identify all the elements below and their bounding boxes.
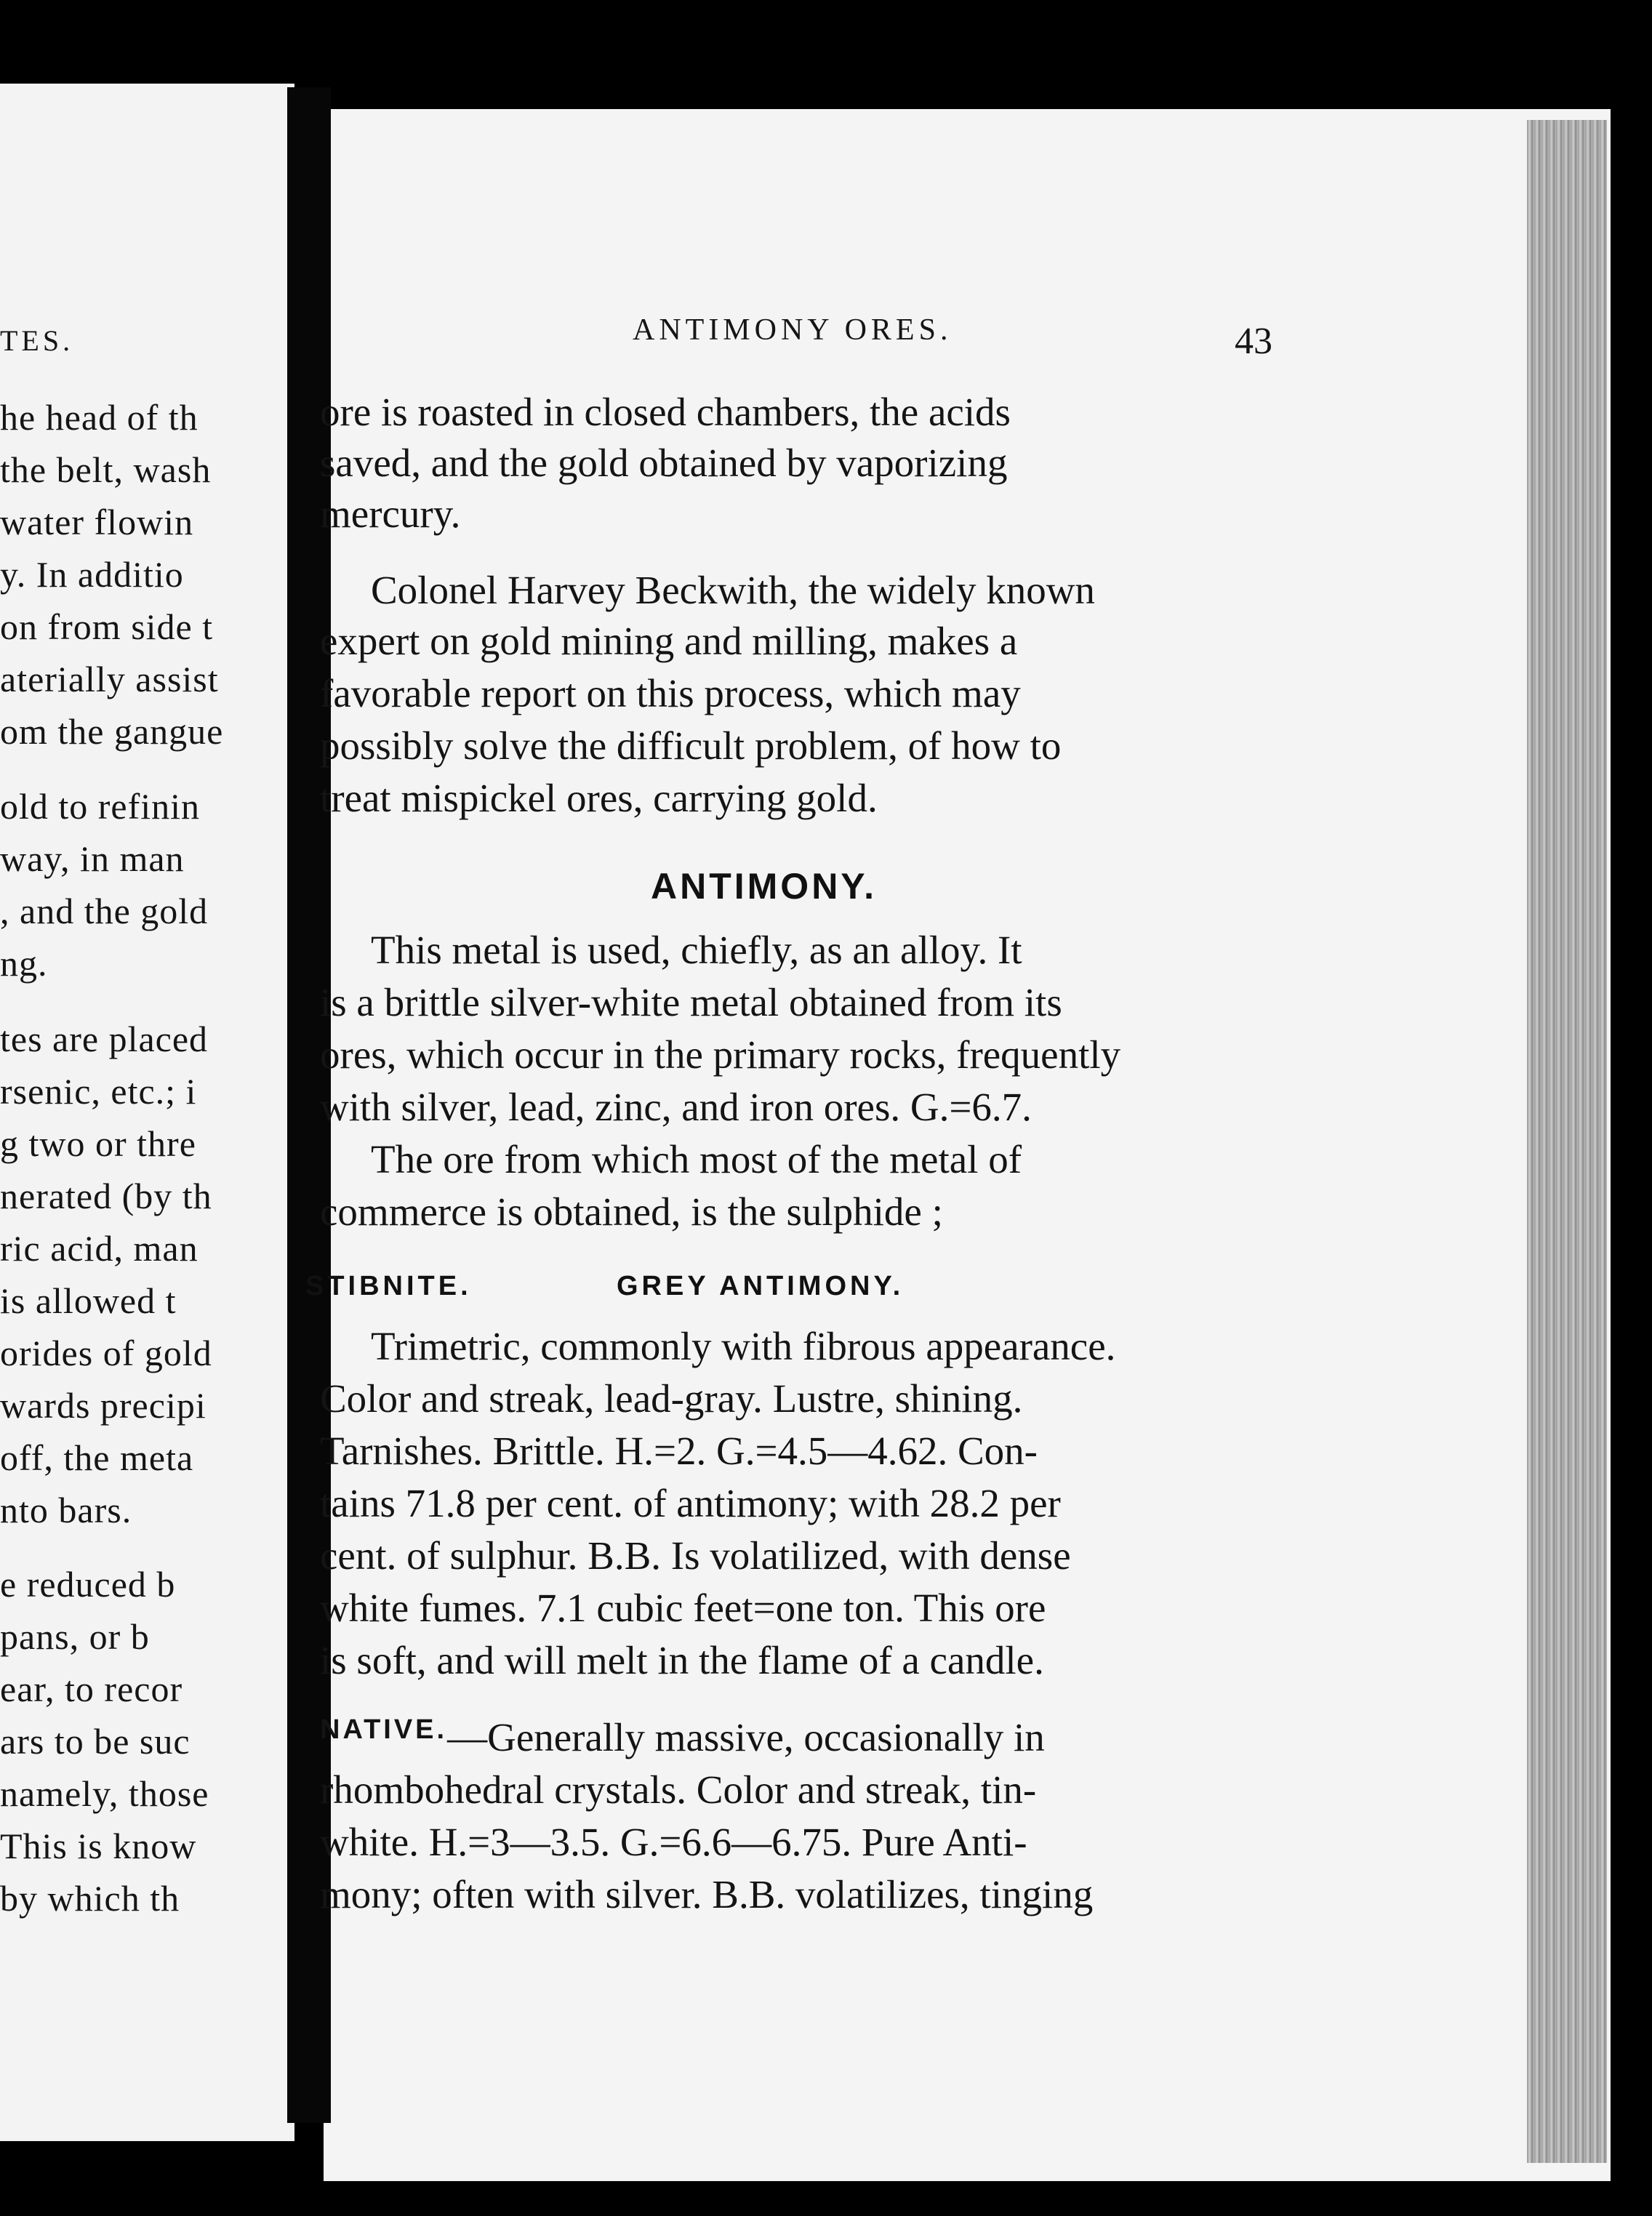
left-line: off, the meta: [0, 1437, 194, 1478]
left-line: nerated (by th: [0, 1176, 212, 1216]
left-line: ars to be suc: [0, 1721, 191, 1762]
left-line: y. In additio: [0, 554, 184, 595]
text-line: expert on gold mining and milling, makes a: [320, 619, 1018, 663]
text-line: commerce is obtained, is the sulphide ;: [320, 1189, 943, 1234]
left-line: way, in man: [0, 838, 185, 879]
text-line: [320, 1714, 1045, 1760]
page-edge: [1527, 120, 1607, 2163]
left-line: namely, those: [0, 1773, 209, 1814]
native-label: NATIVE.: [320, 1714, 448, 1745]
text-span: —Generally massive, occasionally in: [447, 1715, 1045, 1759]
text-line: ores, which occur in the primary rocks, frequently: [320, 1032, 1121, 1077]
text-line: The ore from which most of the metal of: [371, 1137, 1022, 1181]
text-line: favorable report on this process, which may: [320, 671, 1021, 715]
text-line: possibly solve the difficult problem, of how to: [320, 723, 1062, 768]
left-line: water flowin: [0, 502, 194, 542]
text-line: is a brittle silver-white metal obtained from its: [320, 980, 1062, 1024]
text-line: mony; often with silver. B.B. volatilizes, tinging: [320, 1872, 1094, 1916]
mineral-label: STIBNITE.: [305, 1271, 472, 1301]
left-line: ng.: [0, 943, 48, 984]
left-page: [0, 84, 294, 2141]
section-heading: ANTIMONY.: [651, 866, 877, 907]
text-line: This metal is used, chiefly, as an alloy. It: [371, 928, 1022, 972]
left-line: ric acid, man: [0, 1228, 199, 1269]
running-head: ANTIMONY ORES.: [633, 313, 953, 347]
text-line: tains 71.8 per cent. of antimony; with 28.2 per: [320, 1481, 1061, 1525]
left-line: tes are placed: [0, 1019, 209, 1059]
left-line: ear, to recor: [0, 1669, 183, 1709]
text-line: rhombohedral crystals. Color and streak, tin-: [320, 1767, 1037, 1812]
left-running-head: TES.: [0, 324, 74, 357]
text-line: white fumes. 7.1 cubic feet=one ton. This ore: [320, 1586, 1046, 1630]
left-line: g two or thre: [0, 1123, 196, 1164]
left-line: is allowed t: [0, 1280, 177, 1321]
text-line: ore is roasted in closed chambers, the acids: [320, 390, 1011, 434]
left-line: pans, or b: [0, 1616, 150, 1657]
page-number: 43: [1235, 321, 1272, 362]
text-line: treat mispickel ores, carrying gold.: [320, 776, 878, 820]
left-line: wards precipi: [0, 1385, 206, 1426]
text-line: mercury.: [320, 491, 461, 536]
left-line: orides of gold: [0, 1333, 212, 1373]
left-line: This is know: [0, 1826, 197, 1866]
text-line: Tarnishes. Brittle. H.=2. G.=4.5—4.62. Con-: [320, 1429, 1038, 1473]
text-line: saved, and the gold obtained by vaporizing: [320, 441, 1008, 485]
left-line: e reduced b: [0, 1564, 176, 1605]
left-line: by which th: [0, 1878, 180, 1919]
left-line: aterially assist: [0, 659, 219, 699]
left-line: the belt, wash: [0, 449, 212, 490]
left-line: he head of th: [0, 397, 199, 438]
text-line: is soft, and will melt in the flame of a candle.: [320, 1638, 1044, 1682]
text-line: cent. of sulphur. B.B. Is volatilized, with dense: [320, 1533, 1071, 1578]
left-line: nto bars.: [0, 1490, 132, 1530]
text-line: white. H.=3—3.5. G.=6.6—6.75. Pure Anti-: [320, 1820, 1027, 1864]
left-line: on from side t: [0, 606, 214, 647]
left-line: om the gangue: [0, 711, 224, 752]
text-line: Trimetric, commonly with fibrous appearance.: [371, 1324, 1116, 1368]
left-line: rsenic, etc.; i: [0, 1071, 197, 1112]
text-line: Colonel Harvey Beckwith, the widely known: [371, 568, 1095, 612]
mineral-name: GREY ANTIMONY.: [617, 1271, 905, 1301]
text-line: Color and streak, lead-gray. Lustre, shining.: [320, 1376, 1023, 1421]
left-line: old to refinin: [0, 786, 201, 827]
left-line: , and the gold: [0, 891, 209, 931]
text-line: with silver, lead, zinc, and iron ores. G.=6.7.: [320, 1085, 1032, 1129]
